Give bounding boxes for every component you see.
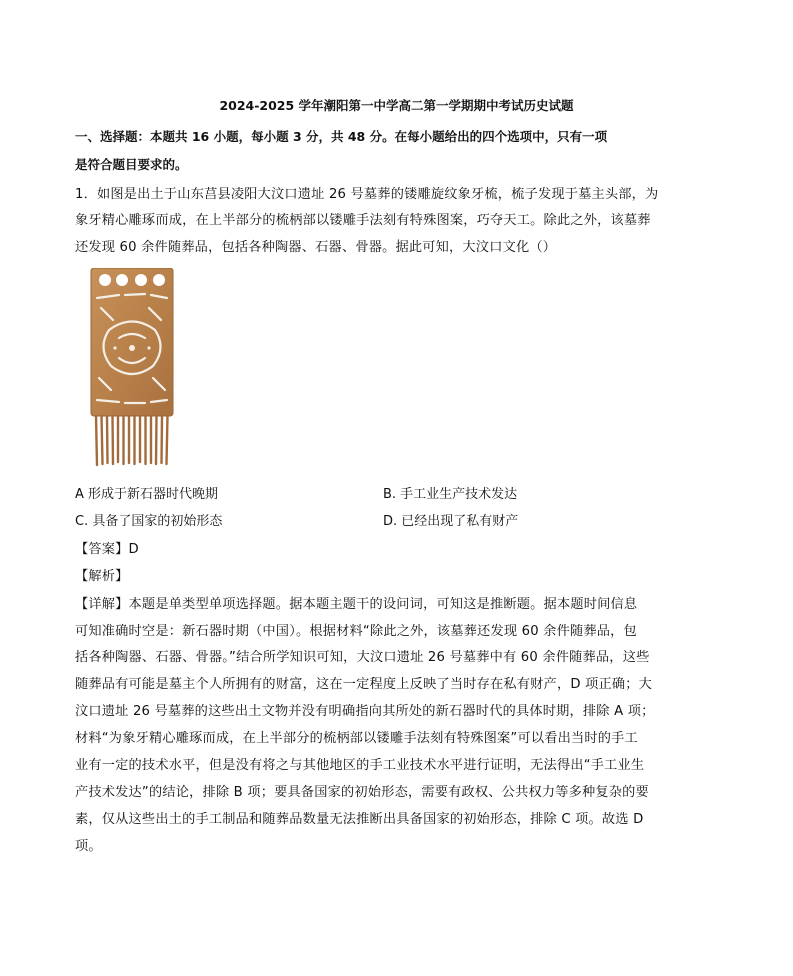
question-line-1: 1．如图是出土于山东莒县凌阳大汶口遗址 26 号墓葬的镂雕旋纹象牙梳，梳子发现于墓主头部，为: [75, 187, 659, 202]
section-instructions-line2: 是符合题目要求的。: [75, 157, 188, 172]
ivory-comb-image: [89, 268, 175, 468]
detail-line-7: 业有一定的技术水平，但是没有将之与其他地区的手工业技术水平进行证明，无法得出“手工业生: [75, 758, 645, 773]
detail-line-5: 汶口遗址 26 号墓葬的这些出土文物并没有明确指向其所处的新石器时代的具体时期，排除 A 项；: [75, 704, 655, 719]
question-line-2: 象牙精心雕琢而成，在上半部分的梳柄部以镂雕手法刻有特殊图案，巧夺天工。除此之外，该墓葬: [75, 213, 651, 228]
detail-line-9: 素，仅从这些出土的手工制品和随葬品数量无法推断出具备国家的初始形态，排除 C 项。故选 D: [75, 812, 644, 827]
option-c: C. 具备了国家的初始形态: [75, 514, 223, 529]
question-line-3: 还发现 60 余件随葬品，包括各种陶器、石器、骨器。据此可知，大汶口文化（）: [75, 240, 557, 255]
detail-line-10: 项。: [75, 839, 102, 854]
detail-line-4: 随葬品有可能是墓主个人所拥有的财富，这在一定程度上反映了当时存在私有财产，D 项正确；大: [75, 677, 653, 692]
detail-line-8: 产技术发达”的结论，排除 B 项；要具备国家的初始形态，需要有政权、公共权力等多种复杂的要: [75, 785, 649, 800]
analysis-label: 【解析】: [75, 569, 129, 584]
option-b: B. 手工业生产技术发达: [383, 487, 518, 502]
page-title: 2024-2025 学年潮阳第一中学高二第一学期期中考试历史试题: [219, 98, 574, 113]
answer-label: 【答案】D: [75, 542, 139, 557]
detail-line-2: 可知准确时空是：新石器时期（中国）。根据材料“除此之外，该墓葬还发现 60 余件随葬品，包: [75, 624, 637, 639]
detail-line-6: 材料“为象牙精心雕琢而成，在上半部分的梳柄部以镂雕手法刻有特殊图案”可以看出当时的手工: [75, 731, 638, 746]
detail-line-1: 【详解】本题是单类型单项选择题。据本题主题干的设问词，可知这是推断题。据本题时间信息: [75, 597, 638, 612]
option-d: D. 已经出现了私有财产: [383, 514, 519, 529]
detail-line-3: 括各种陶器、石器、骨器。”结合所学知识可知，大汶口遗址 26 号墓葬中有 60 余件随葬品，这些: [75, 650, 650, 665]
option-a: A 形成于新石器时代晚期: [75, 487, 219, 502]
section-instructions-line1: 一、选择题：本题共 16 小题，每小题 3 分，共 48 分。在每小题给出的四个选项中，只有一项: [75, 129, 608, 144]
